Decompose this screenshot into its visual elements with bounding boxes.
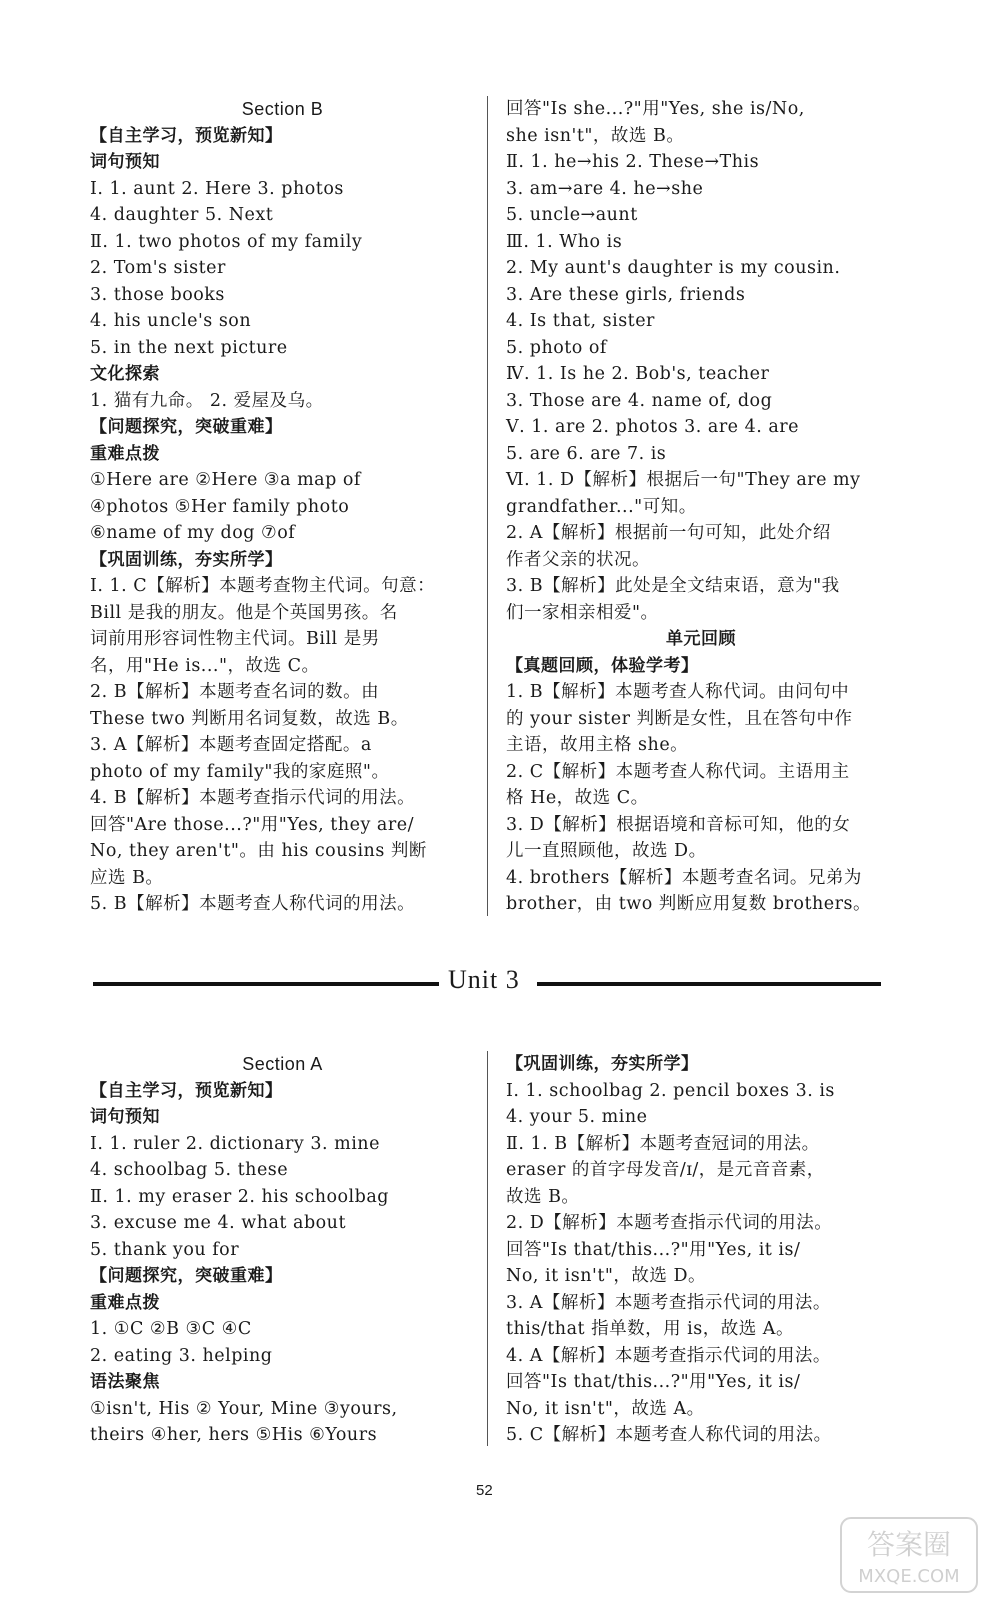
unit-heading-rule-right [537, 982, 881, 986]
answer-line: Ⅵ. 1. D【解析】根据后一句"They are my [506, 470, 861, 490]
answer-line: Ⅳ. 1. Is he 2. Bob's, teacher [506, 364, 770, 384]
answer-line: 4. brothers【解析】本题考查名词。兄弟为 [506, 867, 862, 888]
answer-line: 4. schoolbag 5. these [90, 1160, 289, 1180]
answer-line: 4. A【解析】本题考查指示代词的用法。 [506, 1345, 831, 1366]
answer-line: 5. C【解析】本题考查人称代词的用法。 [506, 1425, 832, 1445]
answer-line: 2. A【解析】根据前一句可知，此处介绍 [506, 523, 831, 543]
answer-line: 的 your sister 判断是女性，且在答句中作 [506, 708, 853, 729]
unit-heading-rule-left [93, 982, 439, 986]
answer-line: 5. thank you for [90, 1239, 240, 1260]
answer-line: 回答"Is that/this...?"用"Yes, it is/ [506, 1372, 801, 1392]
answer-line: Ⅰ. 1. aunt 2. Here 3. photos [90, 178, 344, 199]
section-heading: 【巩固训练，夯实所学】 [506, 1054, 699, 1074]
answer-line: Ⅰ. 1. C【解析】本题考查物主代词。句意： [90, 576, 436, 596]
answer-line: 3. Those are 4. name of, dog [506, 390, 773, 411]
section-heading: 【真题回顾，体验学考】 [506, 655, 699, 676]
answer-line: 3. excuse me 4. what about [90, 1213, 346, 1233]
answer-line: ①Here are ②Here ③a map of [90, 470, 361, 490]
section-title: Section A [242, 1054, 323, 1074]
answer-line: 5. are 6. are 7. is [506, 443, 667, 464]
unit2-right-column [506, 96, 896, 926]
answer-line: 5. B【解析】本题考查人称代词的用法。 [90, 894, 416, 914]
answer-line: this/that 指单数，用 is，故选 A。 [506, 1319, 794, 1339]
answer-line: 2. Tom's sister [90, 258, 226, 278]
answer-line: 名，用"He is..."，故选 C。 [90, 655, 320, 676]
answer-line: Ⅲ. 1. Who is [506, 231, 623, 252]
answer-line: Ⅱ. 1. two photos of my family [90, 231, 363, 252]
answer-line: 5. photo of [506, 337, 607, 358]
section-heading: 【问题探究，突破重难】 [90, 417, 283, 437]
answer-line: 3. A【解析】本题考查指示代词的用法。 [506, 1292, 831, 1313]
answer-line: 作者父亲的状况。 [506, 549, 650, 570]
answer-line: eraser 的首字母发音/ɪ/，是元音音素， [506, 1160, 825, 1180]
answer-line: 1. ①C ②B ③C ④C [90, 1319, 252, 1339]
answer-line: 回答"Is she...?"用"Yes, she is/No, [506, 99, 805, 119]
unit3-left-column [90, 1051, 475, 1451]
column-divider-bottom [487, 1051, 488, 1446]
answer-line: 应选 B。 [90, 867, 164, 888]
answer-line: 3. D【解析】根据语境和音标可知，他的女 [506, 814, 851, 835]
answer-line: 回答"Are those...?"用"Yes, they are/ [90, 814, 414, 835]
section-heading: 【问题探究，突破重难】 [90, 1266, 283, 1286]
answer-line: 4. your 5. mine [506, 1107, 648, 1127]
answer-line: Ⅱ. 1. my eraser 2. his schoolbag [90, 1186, 389, 1207]
answer-line: Ⅴ. 1. are 2. photos 3. are 4. are [506, 417, 800, 437]
answer-line: 1. B【解析】本题考查人称代词。由问句中 [506, 682, 850, 702]
answer-line: 2. D【解析】本题考查指示代词的用法。 [506, 1213, 833, 1233]
answer-line: 2. My aunt's daughter is my cousin. [506, 258, 841, 278]
answer-line: ⑥name of my dog ⑦of [90, 523, 296, 543]
answer-line: Ⅱ. 1. B【解析】本题考查冠词的用法。 [506, 1133, 820, 1154]
page-number: 52 [476, 1482, 493, 1499]
answer-line: Ⅱ. 1. he→his 2. These→This [506, 152, 760, 172]
answer-line: 5. in the next picture [90, 337, 288, 358]
section-heading: 词句预知 [90, 152, 160, 172]
watermark-text-en: MXQE.COM [858, 1566, 960, 1587]
answer-line: 2. B【解析】本题考查名词的数。由 [90, 682, 380, 702]
answer-line: 2. eating 3. helping [90, 1345, 273, 1366]
answer-line: 3. A【解析】本题考查固定搭配。a [90, 735, 372, 755]
section-title: Section B [241, 99, 324, 119]
unit-heading: Unit 3 [448, 965, 520, 994]
answer-line: 故选 B。 [506, 1186, 580, 1207]
answer-line: 3. B【解析】此处是全文结束语，意为"我 [506, 576, 840, 596]
centered-heading: 单元回顾 [666, 629, 736, 649]
answer-line: photo of my family"我的家庭照"。 [90, 761, 390, 782]
answer-line: 儿一直照顾他，故选 D。 [506, 841, 707, 861]
watermark-logo [839, 1516, 979, 1594]
unit2-left-column [90, 96, 475, 926]
answer-line: 3. those books [90, 284, 225, 305]
answer-line: 4. daughter 5. Next [90, 205, 274, 225]
answer-line: These two 判断用名词复数，故选 B。 [90, 708, 409, 729]
answer-line: Ⅰ. 1. ruler 2. dictionary 3. mine [90, 1133, 380, 1154]
section-heading: 【自主学习，预览新知】 [90, 1080, 283, 1101]
section-heading: 语法聚焦 [90, 1372, 160, 1392]
answer-line: 们一家相亲相爱"。 [506, 602, 659, 623]
answer-line: Bill 是我的朋友。他是个英国男孩。名 [90, 602, 398, 623]
answer-line: 4. B【解析】本题考查指示代词的用法。 [90, 788, 416, 808]
answer-line: 回答"Is that/this...?"用"Yes, it is/ [506, 1239, 801, 1260]
answer-line: 2. C【解析】本题考查人称代词。主语用主 [506, 761, 850, 782]
answer-line: No, it isn't"，故选 D。 [506, 1266, 707, 1286]
section-heading: 【自主学习，预览新知】 [90, 125, 283, 146]
answer-line: 3. Are these girls, friends [506, 284, 746, 305]
answer-line: 3. am→are 4. he→she [506, 178, 704, 199]
answer-line: 主语，故用主格 she。 [506, 735, 689, 755]
answer-line: 格 He，故选 C。 [506, 788, 649, 808]
answer-line: ①isn't, His ② Your, Mine ③yours, [90, 1398, 398, 1419]
column-divider-top [487, 96, 488, 916]
answer-line: theirs ④her, hers ⑤His ⑥Yours [90, 1425, 378, 1445]
answer-line: No, they aren't"。由 his cousins 判断 [90, 841, 427, 861]
answer-line: ④photos ⑤Her family photo [90, 496, 350, 517]
answer-line: 4. Is that, sister [506, 311, 655, 331]
answer-line: Ⅰ. 1. schoolbag 2. pencil boxes 3. is [506, 1080, 835, 1101]
answer-line: brother，由 two 判断应用复数 brothers。 [506, 894, 871, 914]
answer-line: 5. uncle→aunt [506, 205, 638, 225]
section-heading: 【巩固训练，夯实所学】 [90, 549, 283, 570]
answer-line: she isn't"，故选 B。 [506, 125, 685, 146]
section-heading: 词句预知 [90, 1107, 160, 1127]
answer-line: No, it isn't"，故选 A。 [506, 1398, 705, 1419]
section-heading: 重难点拨 [90, 1292, 160, 1313]
section-heading: 重难点拨 [90, 443, 160, 464]
answer-line: grandfather..."可知。 [506, 496, 697, 517]
answer-line: 词前用形容词性物主代词。Bill 是男 [90, 629, 380, 649]
unit3-right-column [506, 1051, 896, 1451]
answer-line: 1. 猫有九命。 2. 爱屋及乌。 [90, 390, 324, 411]
watermark-text-cn: 答案圈 [866, 1528, 952, 1561]
answer-line: 4. his uncle's son [90, 311, 252, 331]
section-heading: 文化探索 [90, 364, 160, 384]
